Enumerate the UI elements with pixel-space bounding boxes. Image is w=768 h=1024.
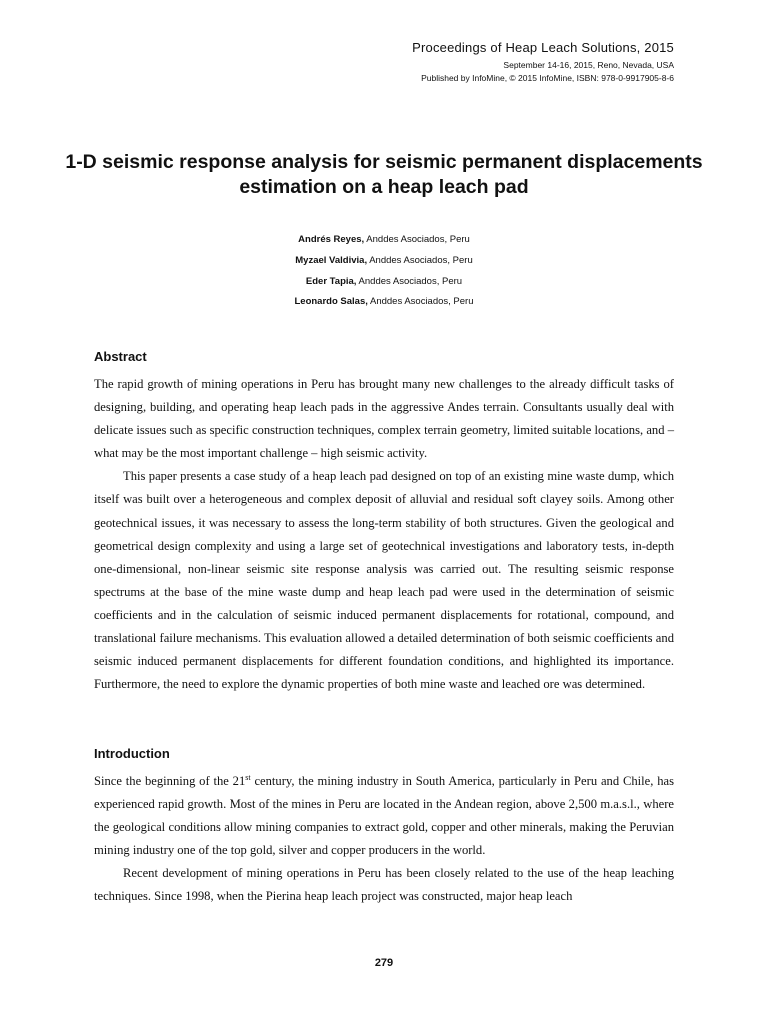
author-list (94, 230, 674, 313)
introduction-paragraph (94, 770, 674, 862)
author-line (94, 292, 674, 313)
author-name: Leonardo Salas, (294, 296, 368, 308)
publisher-line: Published by InfoMine, © 2015 InfoMine, ISBN: 978-0-9917905-8-6 (421, 73, 674, 83)
abstract-heading: Abstract (94, 349, 147, 364)
author-name: Andrés Reyes, (298, 234, 365, 245)
paper-title: 1-D seismic response analysis for seismic permanent displacements estimation on a heap leach pad (65, 151, 703, 198)
abstract-paragraph: The rapid growth of mining operations in Peru has brought many new challenges to the already difficult tasks of designing, building, and operating heap leach pads in the aggressive Andes terrain. Consultants usually deal with delicate issues such as specific construction techniques, complex terrain geometry, limited suitable locations, and – what may be the most important challenge – high seismic activity. (94, 377, 674, 461)
author-line (94, 230, 674, 251)
conference-dates: September 14-16, 2015, Reno, Nevada, USA (503, 60, 674, 70)
introduction-body (94, 770, 674, 909)
introduction-heading: Introduction (94, 746, 170, 761)
author-affiliation: Anddes Asociados, Peru (367, 254, 473, 266)
abstract-body (94, 373, 674, 696)
page-number: 279 (374, 957, 394, 969)
author-name: Eder Tapia, (305, 275, 357, 287)
author-affiliation: Anddes Asociados, Peru (367, 296, 474, 308)
introduction-paragraph: Recent development of mining operations in Peru has been closely related to the use of the heap leaching techniques. Since 1998, when the Pierina heap leach project was constructed, major heap leach (94, 866, 674, 904)
intro-text: century, the mining industry in South America, particularly in Peru and Chile, has experienced rapid growth. Most of the mines in Peru are located in the Andean region, above 2,500 m.a.s.l., where the geological conditions allow mining companies to extract gold, copper and other minerals, making the Peruvian mining industry one of the top gold, silver and copper producers in the world. (94, 774, 674, 858)
ordinal-superscript: st (245, 772, 251, 782)
abstract-paragraph: This paper presents a case study of a heap leach pad designed on top of an existing mine waste dump, which itself was built over a heterogeneous and complex deposit of alluvial and residual soft clayey soils. Among other geotechnical issues, it was necessary to assess the long-term stability of both structures. Given the geological and geometrical design complexity and using a large set of geotechnical investigations and laboratory tests, in-depth one-dimensional, non-linear seismic site response analysis was carried out. The resulting seismic response spectrums at the base of the mine waste dump and heap leach pad were used in the determination of seismic coefficients and in the calculation of seismic induced permanent displacements for rotational, compound, and translational failure mechanisms. This evaluation allowed a detailed determination of both seismic coefficients and seismic induced permanent displacements for different foundation conditions, and highlighted its importance. Furthermore, the need to explore the dynamic properties of both mine waste and leached ore was determined. (94, 469, 674, 692)
proceedings-title: Proceedings of Heap Leach Solutions, 2015 (412, 40, 674, 55)
author-line (94, 272, 674, 293)
running-head (412, 40, 674, 85)
intro-text: Since the beginning of the 21 (94, 774, 246, 788)
author-line (94, 251, 674, 272)
author-affiliation: Anddes Asociados, Peru (356, 275, 463, 287)
author-affiliation: Anddes Asociados, Peru (364, 234, 470, 245)
author-name: Myzael Valdivia, (295, 254, 368, 266)
